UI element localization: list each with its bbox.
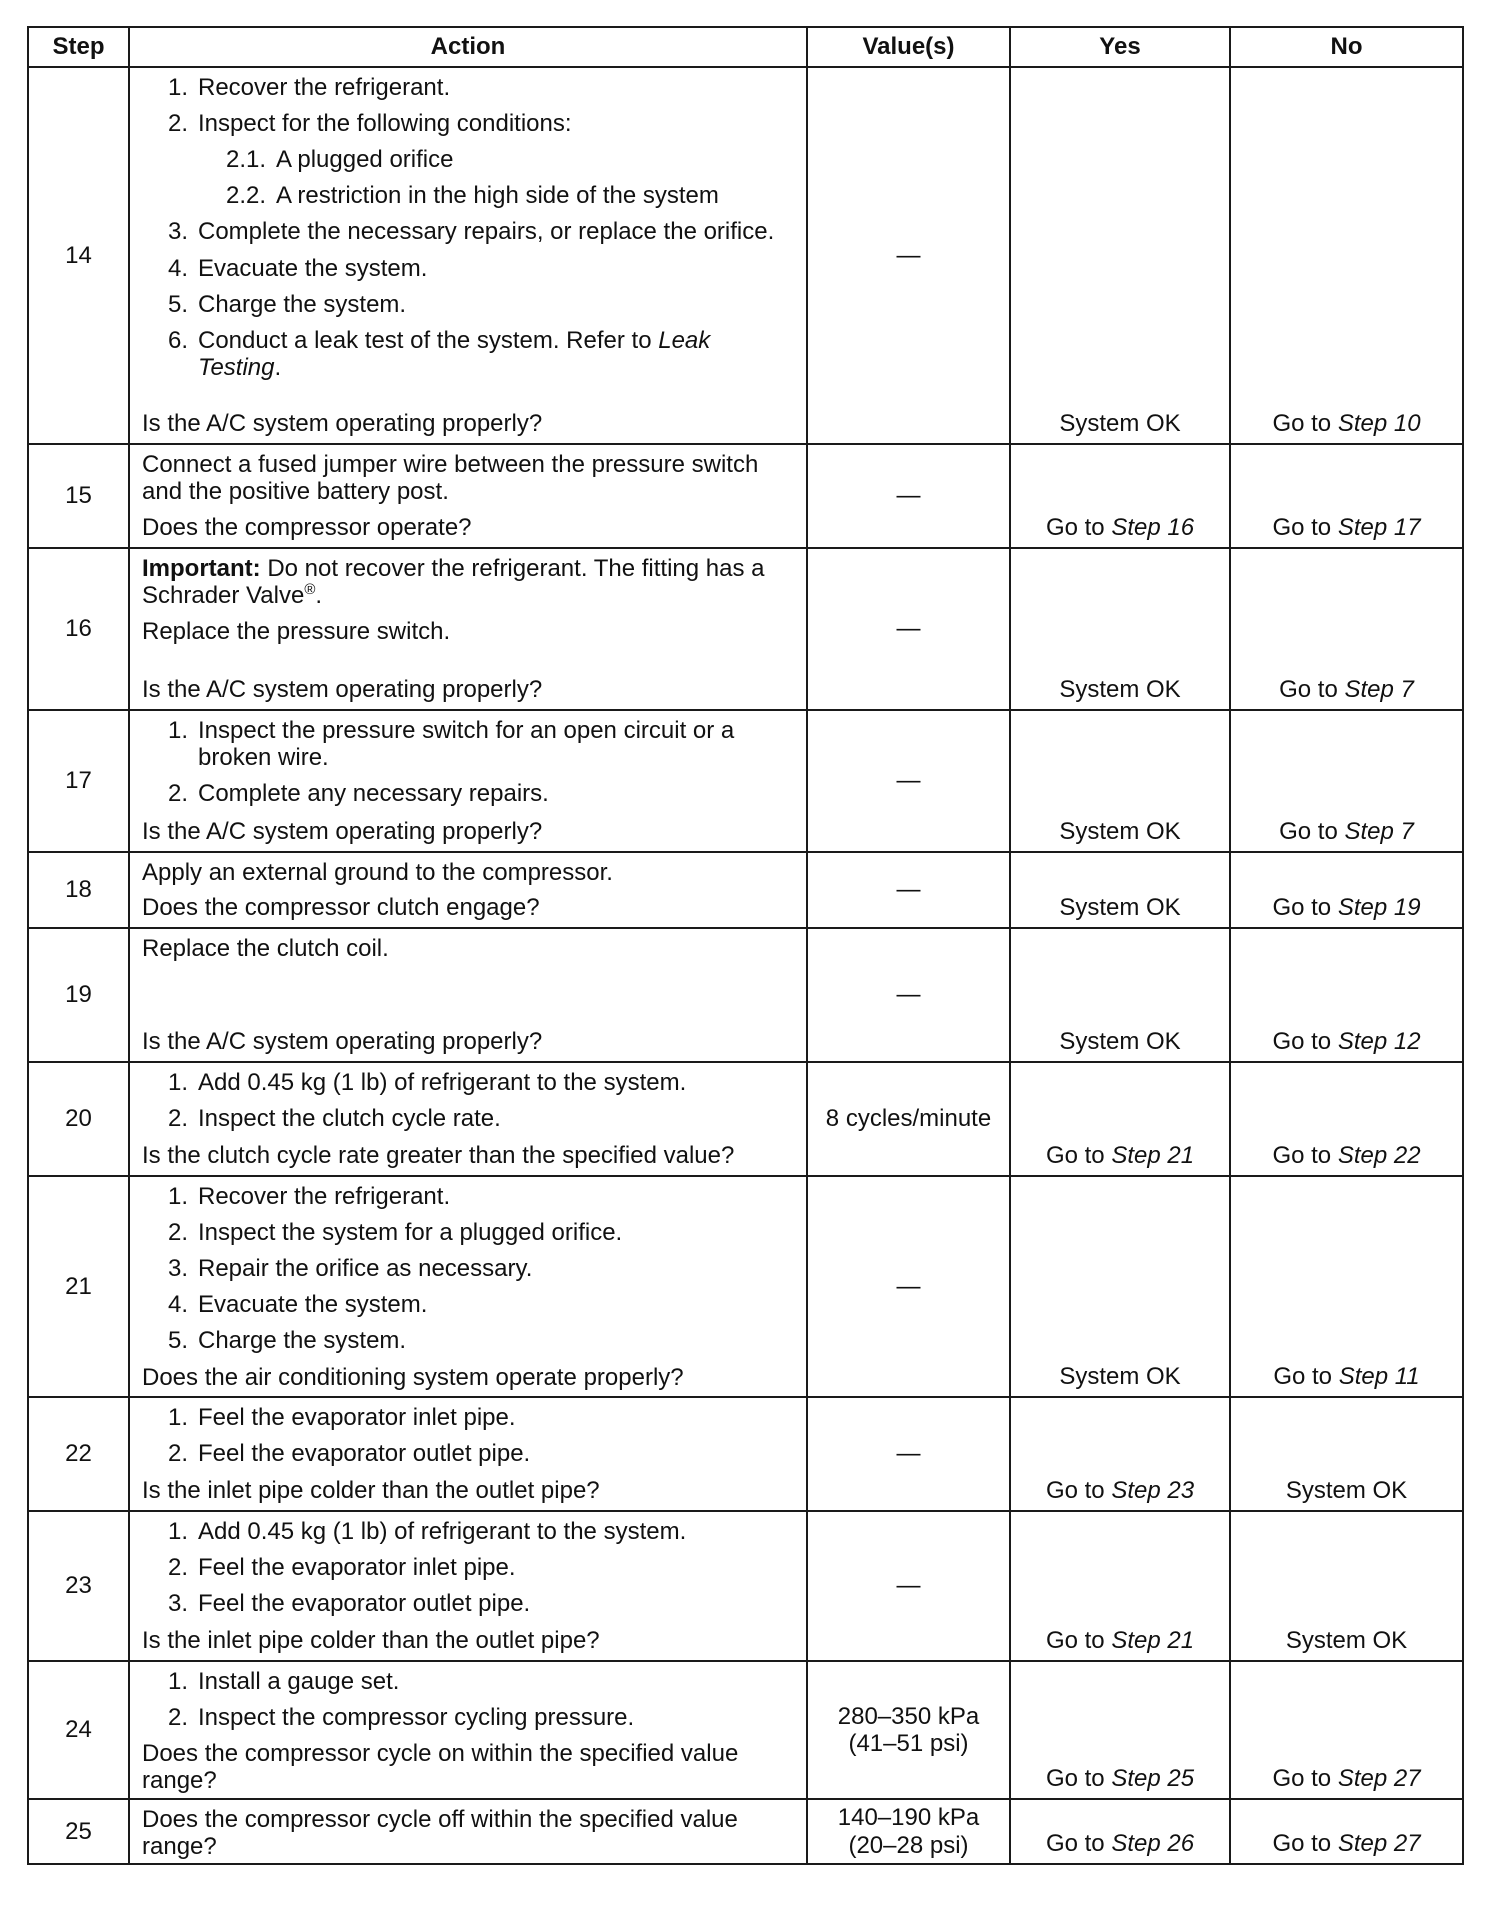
no-cell [1230, 710, 1463, 852]
action-content [142, 1183, 794, 1390]
list-item [142, 1440, 794, 1467]
answer-text: System OK [1059, 1027, 1181, 1055]
value-line: — [896, 482, 921, 510]
list-item [142, 255, 794, 282]
important-label: Important: [142, 555, 261, 582]
value-line: 140–190 kPa [837, 1804, 980, 1832]
action-content [142, 1518, 794, 1654]
value-cell [807, 67, 1010, 444]
table-row [28, 1661, 1463, 1799]
action-steps [142, 1183, 794, 1364]
table-row [28, 1397, 1463, 1511]
list-item [142, 1668, 794, 1695]
action-steps [142, 1069, 794, 1141]
answer-text: System OK [1059, 1362, 1181, 1390]
list-item [142, 717, 794, 771]
yes-cell [1010, 1176, 1230, 1397]
answer-prefix: Go to [1272, 1764, 1338, 1792]
table-body [28, 67, 1463, 1864]
list-item [142, 1255, 794, 1282]
value-cell [807, 1062, 1010, 1176]
action-cell [129, 852, 807, 928]
table-row [28, 710, 1463, 852]
action-content [142, 555, 794, 703]
action-content [142, 1668, 794, 1795]
yes-cell [1010, 710, 1230, 852]
list-text: Evacuate the system. [198, 1291, 428, 1319]
step-reference: Step 21 [1111, 1141, 1195, 1169]
answer-text: System OK [1059, 409, 1181, 437]
action-question: Is the inlet pipe colder than the outlet pipe? [142, 1626, 600, 1654]
list-text: Recover the refrigerant. [198, 1183, 451, 1210]
list-item [142, 1590, 794, 1617]
answer-prefix: Go to [1273, 1362, 1339, 1390]
list-number: 2. [167, 1219, 188, 1247]
action-question: Is the A/C system operating properly? [142, 675, 543, 703]
step-reference: Step 27 [1337, 1764, 1421, 1792]
answer-prefix: Go to [1272, 1027, 1338, 1055]
list-item [142, 327, 794, 381]
action-cell [129, 710, 807, 852]
header-action: Action [129, 27, 807, 67]
answer-prefix: Go to [1045, 1829, 1112, 1857]
action-cell [129, 1799, 807, 1864]
list-number: 4. [167, 1291, 188, 1319]
value-line: — [896, 615, 921, 643]
action-content [142, 935, 794, 1055]
value-line: (41–51 psi) [848, 1730, 969, 1757]
list-number: 2. [167, 1554, 188, 1582]
yes-cell [1010, 1511, 1230, 1661]
step-reference: Step 7 [1344, 675, 1414, 703]
table-row [28, 67, 1463, 444]
action-text: Connect a fused jumper wire between the pressure switch and the positive battery post. [142, 451, 759, 506]
action-content [142, 1404, 794, 1504]
step-number: 14 [28, 67, 129, 444]
yes-cell [1010, 1799, 1230, 1864]
list-number: 1. [167, 1668, 188, 1695]
list-item [142, 182, 794, 209]
action-question: Is the A/C system operating properly? [142, 409, 543, 437]
action-content [142, 74, 794, 437]
list-number: 5. [167, 1327, 188, 1355]
value-cell [807, 928, 1010, 1062]
list-text: Inspect the clutch cycle rate. [198, 1105, 501, 1133]
table-row [28, 444, 1463, 548]
value-line: — [896, 767, 921, 795]
list-text: Feel the evaporator outlet pipe. [198, 1590, 531, 1618]
action-content [142, 717, 794, 845]
list-text: Inspect for the following conditions: [198, 110, 572, 138]
list-item [142, 1105, 794, 1132]
yes-cell [1010, 1661, 1230, 1799]
answer-prefix: Go to [1045, 1626, 1112, 1654]
list-item [142, 780, 794, 807]
action-content [142, 1069, 794, 1169]
list-number: 4. [167, 254, 188, 282]
header-yes: Yes [1010, 27, 1230, 67]
list-text: Repair the orifice as necessary. [198, 1255, 533, 1283]
yes-cell [1010, 444, 1230, 548]
action-steps [142, 1404, 794, 1476]
step-reference: Step 19 [1337, 893, 1421, 921]
no-cell [1230, 67, 1463, 444]
action-steps [142, 859, 794, 886]
action-steps [142, 1518, 794, 1626]
list-number: 3. [167, 218, 188, 246]
step-reference: Step 12 [1337, 1027, 1421, 1055]
step-number: 23 [28, 1511, 129, 1661]
list-item [142, 146, 794, 173]
list-item [142, 1704, 794, 1731]
no-cell [1230, 1661, 1463, 1799]
list-text: Charge the system. [198, 1327, 407, 1355]
list-number: 2.1. [225, 146, 266, 174]
value-line: 8 cycles/minute [825, 1105, 992, 1133]
list-number: 2. [167, 1704, 188, 1732]
list-number: 1. [167, 1183, 188, 1210]
step-reference: Step 11 [1338, 1362, 1420, 1390]
yes-cell [1010, 1062, 1230, 1176]
list-number: 6. [167, 326, 188, 354]
list-item [142, 1554, 794, 1581]
no-cell [1230, 928, 1463, 1062]
list-item [142, 1069, 794, 1096]
step-number: 19 [28, 928, 129, 1062]
action-steps [142, 1668, 794, 1740]
list-text: Inspect the compressor cycling pressure. [198, 1704, 635, 1732]
action-question: Is the A/C system operating properly? [142, 817, 543, 845]
table-row [28, 928, 1463, 1062]
header-no: No [1230, 27, 1463, 67]
step-number: 20 [28, 1062, 129, 1176]
value-line: — [896, 981, 921, 1009]
step-reference: Step 25 [1111, 1764, 1195, 1792]
list-item [142, 1291, 794, 1318]
header-values: Value(s) [807, 27, 1010, 67]
list-item [142, 218, 794, 245]
step-reference: Step 26 [1111, 1829, 1195, 1857]
list-number: 2. [167, 110, 188, 138]
action-steps [142, 451, 794, 505]
answer-prefix: Go to [1279, 675, 1345, 703]
no-cell [1230, 1397, 1463, 1511]
list-text: Inspect the system for a plugged orifice. [198, 1219, 623, 1247]
answer-prefix: Go to [1045, 1476, 1112, 1504]
action-content [142, 451, 794, 541]
answer-prefix: Go to [1045, 1764, 1112, 1792]
action-steps [142, 935, 794, 962]
answer-prefix: Go to [1045, 1141, 1112, 1169]
action-question: Does the compressor operate? [142, 513, 472, 541]
list-number: 1. [167, 1069, 188, 1096]
list-number: 1. [167, 717, 188, 744]
list-number: 2. [167, 1440, 188, 1468]
list-number: 1. [167, 1404, 188, 1431]
action-cell [129, 1397, 807, 1511]
action-cell [129, 548, 807, 710]
action-question: Does the air conditioning system operate properly? [142, 1363, 684, 1391]
action-question: Does the compressor cycle off within the specified value range? [142, 1806, 738, 1861]
list-text: Feel the evaporator inlet pipe. [198, 1554, 516, 1582]
no-cell [1230, 1062, 1463, 1176]
yes-cell [1010, 548, 1230, 710]
step-number: 22 [28, 1397, 129, 1511]
action-question: Does the compressor clutch engage? [142, 893, 540, 921]
list-text: Feel the evaporator outlet pipe. [198, 1440, 531, 1468]
step-reference: Step 16 [1111, 513, 1195, 541]
value-cell [807, 444, 1010, 548]
list-text: Feel the evaporator inlet pipe. [198, 1404, 516, 1431]
step-number: 18 [28, 852, 129, 928]
answer-text: System OK [1059, 893, 1181, 921]
action-cell [129, 67, 807, 444]
list-item [142, 74, 794, 101]
list-number: 1. [167, 1518, 188, 1545]
list-number: 2. [167, 1105, 188, 1133]
step-reference: Step 22 [1337, 1141, 1421, 1169]
step-reference: Step 21 [1111, 1626, 1195, 1654]
list-text: Complete the necessary repairs, or replace the orifice. [198, 218, 775, 246]
action-steps [142, 74, 794, 390]
answer-prefix: Go to [1272, 513, 1338, 541]
action-steps [142, 717, 794, 816]
list-item [142, 1219, 794, 1246]
header-step: Step [28, 27, 129, 67]
list-text: Add 0.45 kg (1 lb) of refrigerant to the system. [198, 1518, 687, 1545]
list-number: 3. [167, 1255, 188, 1283]
step-reference: Step 23 [1111, 1476, 1195, 1504]
list-item [142, 1327, 794, 1354]
answer-prefix: Go to [1272, 1829, 1338, 1857]
step-reference: Step 17 [1337, 513, 1421, 541]
value-line: — [896, 1572, 921, 1600]
value-line: — [896, 876, 921, 904]
yes-cell [1010, 1397, 1230, 1511]
list-item [142, 1183, 794, 1210]
action-text: Replace the clutch coil. [142, 935, 389, 962]
value-cell [807, 1799, 1010, 1864]
registered-mark: ® [304, 581, 316, 599]
list-text: Charge the system. [198, 290, 407, 318]
table-row [28, 1176, 1463, 1397]
list-number: 2.2. [225, 182, 266, 210]
list-number: 3. [167, 1590, 188, 1618]
action-cell [129, 1661, 807, 1799]
diagnostic-table [27, 26, 1464, 1865]
list-text: Complete any necessary repairs. [198, 780, 549, 808]
list-text: A restriction in the high side of the system [276, 182, 719, 210]
action-cell [129, 928, 807, 1062]
value-cell [807, 852, 1010, 928]
step-reference: Step 7 [1344, 817, 1414, 845]
step-number: 25 [28, 1799, 129, 1864]
list-number: 1. [167, 74, 188, 101]
table-row [28, 1799, 1463, 1864]
step-number: 15 [28, 444, 129, 548]
action-cell [129, 1511, 807, 1661]
important-text: Do not recover the refrigerant. The fitting has a Schrader Valve [142, 555, 765, 610]
list-number: 5. [167, 290, 188, 318]
list-text: Conduct a leak test of the system. Refer to Leak Testing. [198, 326, 711, 381]
no-cell [1230, 1511, 1463, 1661]
table-row [28, 852, 1463, 928]
answer-prefix: Go to [1272, 893, 1338, 921]
no-cell [1230, 548, 1463, 710]
answer-prefix: Go to [1272, 1141, 1338, 1169]
value-line: — [896, 1440, 921, 1468]
value-cell [807, 1511, 1010, 1661]
yes-cell [1010, 928, 1230, 1062]
action-text: Replace the pressure switch. [142, 618, 451, 646]
step-number: 16 [28, 548, 129, 710]
value-cell [807, 710, 1010, 852]
list-text: A plugged orifice [276, 146, 454, 174]
action-question: Does the compressor cycle on within the specified value range? [142, 1740, 739, 1795]
yes-cell [1010, 852, 1230, 928]
header-row [28, 27, 1463, 67]
action-cell [129, 1062, 807, 1176]
no-cell [1230, 852, 1463, 928]
action-question: Is the clutch cycle rate greater than the specified value? [142, 1141, 735, 1169]
action-steps [142, 555, 794, 645]
value-cell [807, 1661, 1010, 1799]
value-cell [807, 548, 1010, 710]
list-text: Add 0.45 kg (1 lb) of refrigerant to the system. [198, 1069, 687, 1096]
action-text: Apply an external ground to the compressor. [142, 859, 613, 886]
table-row [28, 1062, 1463, 1176]
step-number: 24 [28, 1661, 129, 1799]
no-cell [1230, 444, 1463, 548]
step-reference: Step 27 [1337, 1829, 1421, 1857]
action-content [142, 859, 794, 921]
important-after: . [315, 582, 323, 610]
table-row [28, 1511, 1463, 1661]
action-cell [129, 444, 807, 548]
list-item [142, 291, 794, 318]
action-content [142, 1806, 794, 1861]
list-item [142, 1518, 794, 1545]
value-line: — [896, 1272, 921, 1300]
answer-text: System OK [1285, 1626, 1408, 1654]
step-number: 21 [28, 1176, 129, 1397]
reference-link: Leak Testing [198, 326, 711, 381]
step-reference: Step 10 [1337, 409, 1421, 437]
no-cell [1230, 1799, 1463, 1864]
action-cell [129, 1176, 807, 1397]
important-note [142, 555, 794, 609]
no-cell [1230, 1176, 1463, 1397]
list-text-end: . [274, 353, 282, 381]
table-row [28, 548, 1463, 710]
list-text: Inspect the pressure switch for an open circuit or a broken wire. [198, 717, 735, 772]
answer-text: System OK [1059, 675, 1181, 703]
list-number: 2. [167, 780, 188, 808]
value-line: — [896, 241, 921, 269]
list-text: Install a gauge set. [198, 1668, 400, 1695]
answer-text: System OK [1285, 1476, 1408, 1504]
value-cell [807, 1176, 1010, 1397]
value-cell [807, 1397, 1010, 1511]
answer-prefix: Go to [1045, 513, 1112, 541]
list-item [142, 110, 794, 137]
answer-prefix: Go to [1279, 817, 1345, 845]
value-line: (20–28 psi) [848, 1831, 969, 1859]
list-item [142, 1404, 794, 1431]
action-question: Is the A/C system operating properly? [142, 1027, 543, 1055]
value-line: 280–350 kPa [837, 1702, 980, 1730]
list-text: Evacuate the system. [198, 254, 428, 282]
step-number: 17 [28, 710, 129, 852]
list-text: Recover the refrigerant. [198, 74, 451, 101]
answer-text: System OK [1059, 817, 1181, 845]
action-question: Is the inlet pipe colder than the outlet pipe? [142, 1476, 600, 1504]
yes-cell [1010, 67, 1230, 444]
answer-prefix: Go to [1272, 409, 1338, 437]
